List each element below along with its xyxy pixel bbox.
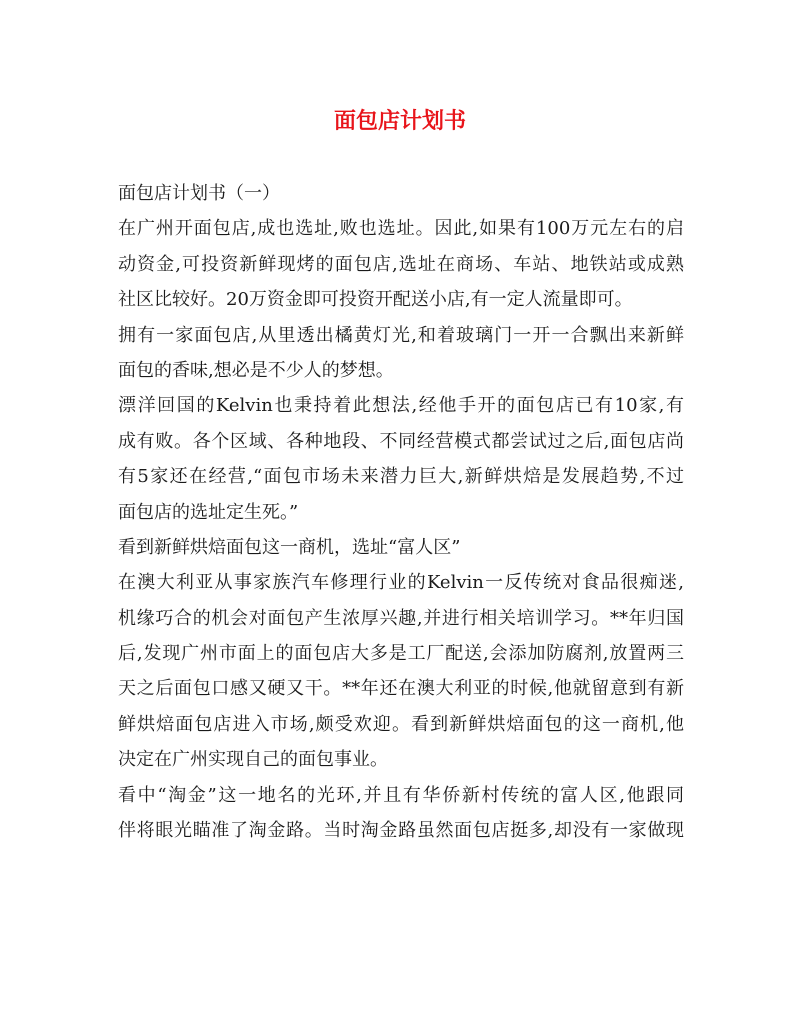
text-line: 有5家还在经营,“面包市场未来潜力巨大,新鲜烘焙是发展趋势,不过 xyxy=(118,466,684,488)
text-line: 在澳大利亚从事家族汽车修理行业的Kelvin一反传统对食品很痴迷, xyxy=(118,572,684,594)
text-line: 成有败。各个区域、各种地段、不同经营模式都尝试过之后,面包店尚 xyxy=(118,430,684,452)
text-line: 机缘巧合的机会对面包产生浓厚兴趣,并进行相关培训学习。**年归国 xyxy=(118,607,684,629)
text-line: 面包店计划书（一） xyxy=(118,183,280,204)
text-line: 伴将眼光瞄准了淘金路。当时淘金路虽然面包店挺多,却没有一家做现 xyxy=(118,820,684,842)
document-title: 面包店计划书 xyxy=(333,108,466,134)
text-line: 面包的香味,想必是不少人的梦想。 xyxy=(118,359,394,381)
text-line: 看到新鲜烘焙面包这一商机，选址“富人区” xyxy=(118,536,461,558)
text-line: 面包店的选址定生死。” xyxy=(118,501,299,523)
text-line: 鲜烘焙面包店进入市场,颇受欢迎。看到新鲜烘焙面包的这一商机,他 xyxy=(118,713,684,735)
text-line: 决定在广州实现自己的面包事业。 xyxy=(118,749,388,771)
document-body xyxy=(118,176,684,848)
text-line: 天之后面包口感又硬又干。**年还在澳大利亚的时候,他就留意到有新 xyxy=(118,678,684,700)
text-line: 后,发现广州市面上的面包店大多是工厂配送,会添加防腐剂,放置两三 xyxy=(118,643,684,665)
text-line: 在广州开面包店,成也选址,败也选址。因此,如果有100万元左右的启 xyxy=(118,218,684,240)
text-line: 看中“淘金”这一地名的光环,并且有华侨新村传统的富人区,他跟同 xyxy=(118,784,684,806)
text-line: 动资金,可投资新鲜现烤的面包店,选址在商场、车站、地铁站或成熟 xyxy=(118,253,684,275)
text-line: 漂洋回国的Kelvin也秉持着此想法,经他手开的面包店已有10家,有 xyxy=(118,395,684,417)
text-line: 拥有一家面包店,从里透出橘黄灯光,和着玻璃门一开一合飘出来新鲜 xyxy=(118,324,684,346)
text-line: 社区比较好。20万资金即可投资开配送小店,有一定人流量即可。 xyxy=(118,289,633,311)
